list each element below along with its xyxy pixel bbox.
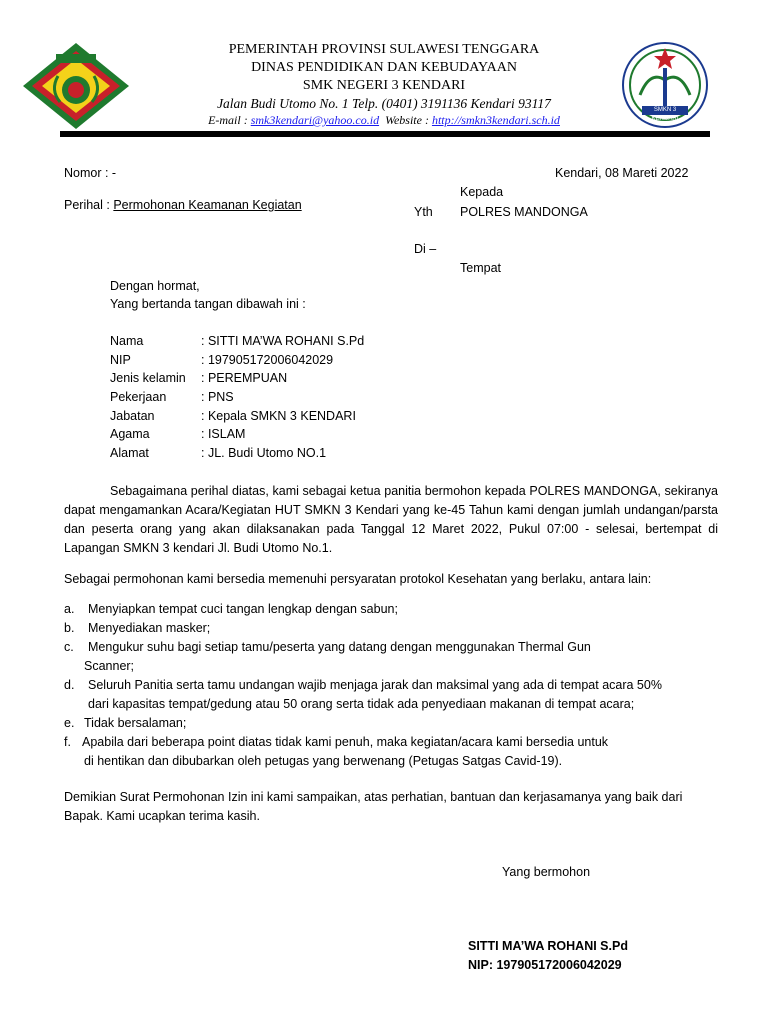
letterhead-divider xyxy=(60,131,710,137)
identity-table xyxy=(110,332,510,463)
list-marker: f. xyxy=(64,735,71,749)
identity-value: : 197905172006042029 xyxy=(201,352,334,367)
identity-label: Jabatan xyxy=(110,408,155,423)
list-item xyxy=(64,600,724,619)
identity-label: Jenis kelamin xyxy=(110,371,186,386)
signature-label: Yang bermohon xyxy=(502,865,591,879)
school-logo-text: SMKN 3 KENDARI xyxy=(651,107,679,122)
list-text: Tidak bersalaman; xyxy=(84,716,187,730)
identity-label: Agama xyxy=(110,427,150,442)
identity-label: Nama xyxy=(110,334,144,348)
yth-label: Yth xyxy=(414,205,433,219)
body-paragraph-1: Sebagaimana perihal diatas, kami sebagai ketua panitia bermohon kepada POLRES MANDONGA, sekiranya dapat mengamankan Acara/Kegiatan HUT SMKN 3 Kendari yang ke-45 Tahun kami dengan jumlah undangan/parsta dan peserta orang yang akan dilaksanakan pada Tanggal 12 Maret 2022, Pukul 07:00 - selesai, bertempat di Lapangan SMKN 3 kendari Jl. Budi Utomo No.1. xyxy=(64,484,718,555)
body-paragraph-2: Sebagai permohonan kami bersedia memenuhi persyaratan protokol Kesehatan yang berlaku, antara lain: xyxy=(64,572,652,586)
list-text-continued: dari kapasitas tempat/gedung atau 50 orang serta tidak ada penyediaan makanan di tempat acara; xyxy=(88,697,635,711)
list-marker: b. xyxy=(64,621,75,635)
identity-row xyxy=(110,369,510,388)
letterhead-line-1: PEMERINTAH PROVINSI SULAWESI TENGGARA xyxy=(228,42,540,57)
closing-paragraph: Demikian Surat Permohonan Izin ini kami sampaikan, atas perhatian, bantuan dan kerjasamanya yang baik dari Bapak. Kami ucapkan terima kasih. xyxy=(64,790,683,823)
letterhead-contacts xyxy=(134,113,634,128)
list-text: Apabila dari beberapa point diatas tidak kami penuh, maka kegiatan/acara kami bersedia untuk xyxy=(82,735,609,749)
di-label: Di – xyxy=(414,242,437,256)
identity-label: NIP xyxy=(110,352,131,367)
requirements-list xyxy=(64,600,724,771)
identity-label: Alamat xyxy=(110,446,149,461)
identity-row xyxy=(110,351,510,370)
kepada-label: Kepada xyxy=(460,185,504,199)
signer-name: SITTI MA’WA ROHANI S.Pd xyxy=(468,939,628,953)
subject-label: Perihal : xyxy=(64,198,114,212)
subject-line xyxy=(64,196,302,214)
email-link[interactable]: smk3kendari@yahoo.co.id xyxy=(250,113,380,127)
list-marker: d. xyxy=(64,678,75,692)
website-label: Website : xyxy=(385,113,432,127)
letterhead-line-2: DINAS PENDIDIKAN DAN KEBUDAYAAN xyxy=(251,60,517,75)
list-text: Mengukur suhu bagi setiap tamu/peserta yang datang dengan menggunakan Thermal Gun xyxy=(88,640,591,654)
identity-label: Pekerjaan xyxy=(110,390,167,405)
letterhead-line-3: SMK NEGERI 3 KENDARI xyxy=(302,78,466,93)
list-marker: e. xyxy=(64,716,75,730)
list-item xyxy=(64,619,724,638)
website-link[interactable]: http://smkn3kendari.sch.id xyxy=(431,113,560,127)
identity-value: : Kepala SMKN 3 KENDARI xyxy=(201,408,356,423)
identity-value: : PNS xyxy=(201,390,234,405)
list-item xyxy=(64,638,724,676)
list-text-continued: di hentikan dan dibubarkan oleh petugas yang berwenang (Petugas Satgas Cavid-19). xyxy=(84,754,563,768)
greeting: Dengan hormat, xyxy=(110,279,200,293)
letterhead-address: Jalan Budi Utomo No. 1 Telp. (0401) 3191136 Kendari 93117 xyxy=(217,96,551,111)
list-marker: c. xyxy=(64,640,74,654)
list-text: Menyediakan masker; xyxy=(88,621,211,635)
identity-value: : SITTI MA’WA ROHANI S.Pd xyxy=(201,334,365,348)
identity-value: : PEREMPUAN xyxy=(201,371,288,386)
signer-nip: NIP: 197905172006042029 xyxy=(468,958,622,972)
list-item xyxy=(64,676,724,714)
email-label: E-mail : xyxy=(208,113,251,127)
identity-row xyxy=(110,407,510,426)
identity-row xyxy=(110,332,510,351)
list-marker: a. xyxy=(64,602,75,616)
provincial-emblem-logo xyxy=(20,40,132,132)
list-text-continued: Scanner; xyxy=(84,659,135,673)
identity-value: : ISLAM xyxy=(201,427,246,442)
identity-row xyxy=(110,425,510,444)
intro-line: Yang bertanda tangan dibawah ini : xyxy=(110,297,306,311)
list-item xyxy=(64,733,724,771)
subject-text: Permohonan Keamanan Kegiatan xyxy=(113,198,302,212)
tempat-label: Tempat xyxy=(460,261,501,275)
letter-number: Nomor : - xyxy=(64,166,117,180)
identity-row xyxy=(110,444,510,463)
letter-date: Kendari, 08 Mareti 2022 xyxy=(555,166,689,180)
list-text: Seluruh Panitia serta tamu undangan wajib menjaga jarak dan maksimal yang ada di tempat acara 50% xyxy=(88,678,662,692)
list-item xyxy=(64,714,724,733)
recipient: POLRES MANDONGA xyxy=(460,205,588,219)
identity-row xyxy=(110,388,510,407)
identity-value: : JL. Budi Utomo NO.1 xyxy=(201,446,327,461)
list-text: Menyiapkan tempat cuci tangan lengkap dengan sabun; xyxy=(88,602,398,616)
